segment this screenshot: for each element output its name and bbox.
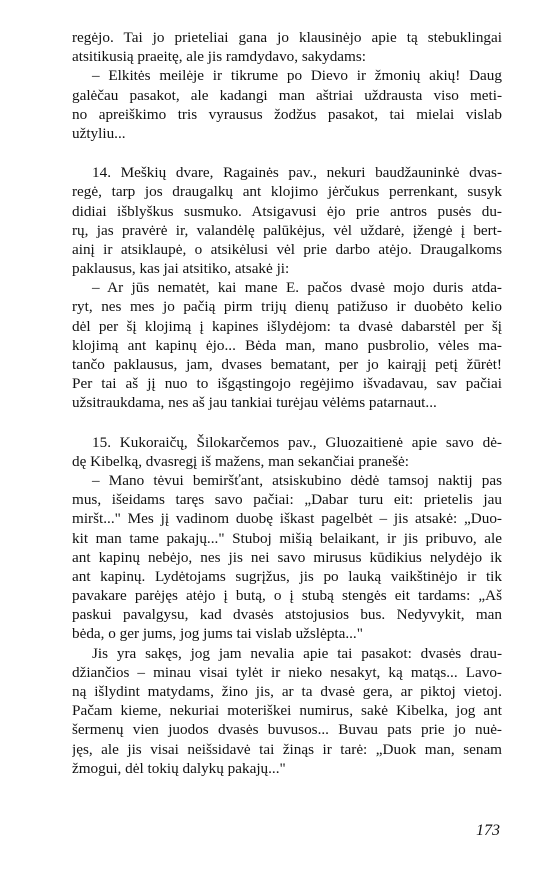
text-line: 15. Kukoraičų, Šilokarčemos pav., Gluozaitienė apie savo dė- (92, 433, 502, 451)
text-line: žmogui, dėl tokių dalykų pakajų..." (72, 759, 286, 777)
text-line: Per tai aš jį nuo to išgąstingojo regėjimo išvadavau, sav pačiai (72, 375, 502, 393)
paragraph (72, 433, 502, 471)
text-line: tančo paklausus, jam, dvases bematant, per jo kairąjį petį žūrėt! (72, 356, 502, 373)
text-line: klojimą ant kapinų ėjo... Bėda man, mano pusbrolio, vėles ma- (72, 336, 502, 354)
text-line: no apreiškimo tris vyrausus žodžus pasakot, tai mielai vislab (72, 105, 502, 123)
paragraph (72, 471, 502, 644)
text-line: paskui pavalgysu, kad dvasės atstojusios bus. Nedyvykit, man (72, 606, 502, 624)
paragraph (72, 163, 502, 278)
body-text (72, 28, 502, 778)
text-line: dėl per šį klojimą į kapines išlydėjom: ta dvasė dabarstėl per šį (72, 317, 502, 335)
text-line: atsitikusią praeitę, ale jis ramdydavo, sakydams: (72, 48, 366, 66)
text-line: ant kapinų nebėjo, nes jis nei savo mirusus kūdikius nelydėjo ik (72, 548, 502, 566)
page-number: 173 (476, 822, 500, 839)
text-line: – Elkitės meilėje ir tikrume po Dievo ir žmonių akių! Daug (92, 67, 502, 85)
text-line: – Mano tėvui bemiršťant, atsiskubino dėdė tamsoj naktij pas (92, 471, 502, 489)
text-line: pavakare parėjęs atėjo į butą, o į stubą stengės eit tardams: „Aš (72, 587, 502, 605)
text-line: regėjo. Tai jo prieteliai gana jo klausinėjo apie tą stebuklingai (72, 29, 502, 46)
paragraph (72, 28, 502, 66)
text-line: galėčau pasakot, ale kadangi man aštriai uždrausta viso meti- (72, 86, 502, 104)
text-line: džiančios – minau visai tylėt ir nieko nesakyt, ką matąs... Lavo- (72, 663, 502, 681)
text-line: šermenų vien juodos dvasės buvusos... Buvau pats prie jo nuė- (72, 721, 502, 739)
text-line: užtyliu... (72, 124, 126, 142)
text-line: jęs, ale jis visai neišsidavė tai žinąs ir tarė: „Duok man, senam (72, 740, 502, 758)
section-gap (72, 143, 502, 163)
text-line: 14. Meškių dvare, Ragainės pav., nekuri baudžauninkė dvas- (92, 164, 502, 182)
text-line: – Ar jūs nematėt, kai mane E. pačos dvasė mojo duris atda- (92, 279, 502, 297)
text-line: užsitraukdama, nes aš jau tankiai turėjau vėlėms patarnaut... (72, 394, 437, 412)
paragraph (72, 644, 502, 778)
paragraph (72, 66, 502, 143)
text-line: regė, tarp jos draugalkų ant klojimo jėrčukus perrenkant, susyk (72, 183, 502, 201)
text-line: paklausus, kas jai atsitiko, atsakė ji: (72, 260, 290, 278)
text-line: bėda, o ger jums, jog jums tai vislab užslėpta..." (72, 625, 363, 643)
text-line: ainį ir atsiklaupė, o atsikėlusi vėl prie darbo atėjo. Draugalkoms (72, 240, 502, 258)
text-line: Pačam kieme, nekuriai moteriškei numirus, sakė Kibelka, jog ant (72, 702, 502, 720)
text-line: rų, jas pravėrė ir, valandėlę palūkėjus, vėl uždarė, įžengė į bert- (72, 221, 502, 239)
text-line: mus, išeidams taręs savo pačiai: „Dabar turu eit: prietelis jau (72, 491, 502, 509)
text-line: Jis yra sakęs, jog jam nevalia apie tai pasakot: dvasės drau- (92, 644, 502, 662)
paragraph (72, 278, 502, 412)
text-line: miršt..." Mes jį vadinom duobę iškast pagelbėt – jis atsakė: „Duo- (72, 510, 502, 528)
section-gap (72, 413, 502, 433)
text-line: ant kapinų. Lydėtojams sugrįžus, jis po lauką vaikštinėjo ir tik (72, 567, 502, 585)
text-line: dę Kibelką, dvasregį iš mažens, man sekančiai pranešė: (72, 452, 409, 470)
text-line: didiai išblyškus susmuko. Atsigavusi ėjo prie antros pusės du- (72, 202, 502, 220)
text-line: ryt, nes mes jo pačią pirm trijų dienų patižuso ir duobėto kelio (72, 298, 502, 316)
text-line: ną išlydint matydams, žino jis, ar ta dvasė gera, ar piktoj vietoj. (72, 683, 502, 700)
text-line: kit man tame pakajų..." Stuboj mišią belaikant, ir jis pribuvo, ale (72, 529, 502, 547)
